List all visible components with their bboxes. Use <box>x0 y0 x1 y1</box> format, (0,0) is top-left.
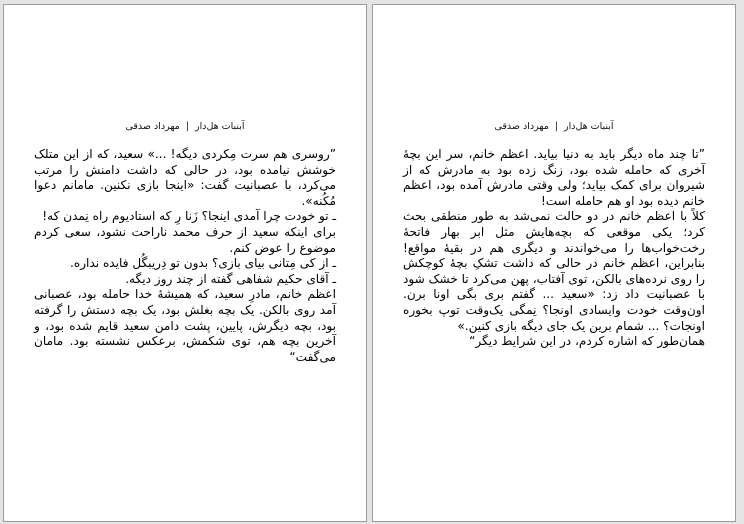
paragraph: برای اینکه سعید از حرف محمد ناراحت نشود، سعی کردم موضوع را عوض کنم. <box>34 224 336 255</box>
paragraph: همان‌طور که اشاره کردم، در این شرایط دیگر“ <box>469 334 705 349</box>
page-left <box>3 4 367 522</box>
paragraph: ـ از کی مِتانی بیای بازی؟ بدون تو دِریبگُل فایده نداره. <box>70 256 336 271</box>
paragraph: ـ آقای حکیم شفاهی گفته از چند روز دیگه. <box>125 271 336 286</box>
page-right <box>372 4 736 522</box>
book-title: آبنبات هل‌دار <box>195 121 245 132</box>
author-name: مهرداد صدقی <box>125 121 180 132</box>
paragraph: ”روسری هم سرت مِکردی دیگه! ...» سعید، که از این متلک خوشش نیامده بود، در حالی که داشت دامنش را مرتب می‌کرد، با عصبانیت گفت: «اینجا بازی نکنین. مامانم دعوا مُکُنه». <box>34 147 336 208</box>
header-separator: | <box>185 121 189 132</box>
paragraph: ـ تو خودت چرا آمدی اینجا؟ زَنا رِ که استادیوم راه نِمدن که! <box>42 209 336 224</box>
page-body <box>403 147 705 350</box>
book-title: آبنبات هل‌دار <box>564 121 614 132</box>
paragraph: اعظم خانم، مادرِ سعید، که همیشهٔ خدا حامله بود، عصبانی آمد روی بالکن. یک بچه بغلش بود، یک بچه دستش را گرفته بود، بچه دیگرش، پایین، پشت دامن سعید قایم شده بود، و آخرین بچه هم، توی شکمش، برعکس نشسته بود. مامان می‌گفت“ <box>34 287 336 364</box>
paragraph: کلاً با اعظم خانم در دو حالت نمی‌شد به طور منطقی بحث کرد؛ یکی موقعی که بچه‌هایش مثل ابر بهار فاتحهٔ رخت‌خواب‌ها را می‌خواندند و دیگری هم در بقیهٔ مواقع! بنابراین، اعظم خانم در حالی که داشت تشکِ بچهٔ کوچکش را روی نرده‌های بالکن، توی آفتاب، پهن می‌کرد تا خشک شود با عصبانیت داد زد: «سعید ... گفتم بری بگی اونا برن. اون‌وقت خودت وایسادی اونجا؟ نِمگی یک‌وقت توپ بخوره اونجات؟ ... شمام برین یک جای دیگه بازی کنین.» <box>403 209 705 333</box>
running-header <box>373 121 735 132</box>
author-name: مهرداد صدقی <box>494 121 549 132</box>
header-separator: | <box>554 121 558 132</box>
page-body <box>34 147 336 365</box>
running-header <box>4 121 366 132</box>
paragraph: ”تا چند ماه دیگر باید به دنیا بیاید. اعظم خانم، سر این بچهٔ آخری که حامله شده بود، زنگ زده بود به مادرش که از شیروان برای کمک بیاید؛ ولی وقتی مادرش آمده بود، اعظم خانم دیده بود او هم حامله است! <box>403 147 705 208</box>
